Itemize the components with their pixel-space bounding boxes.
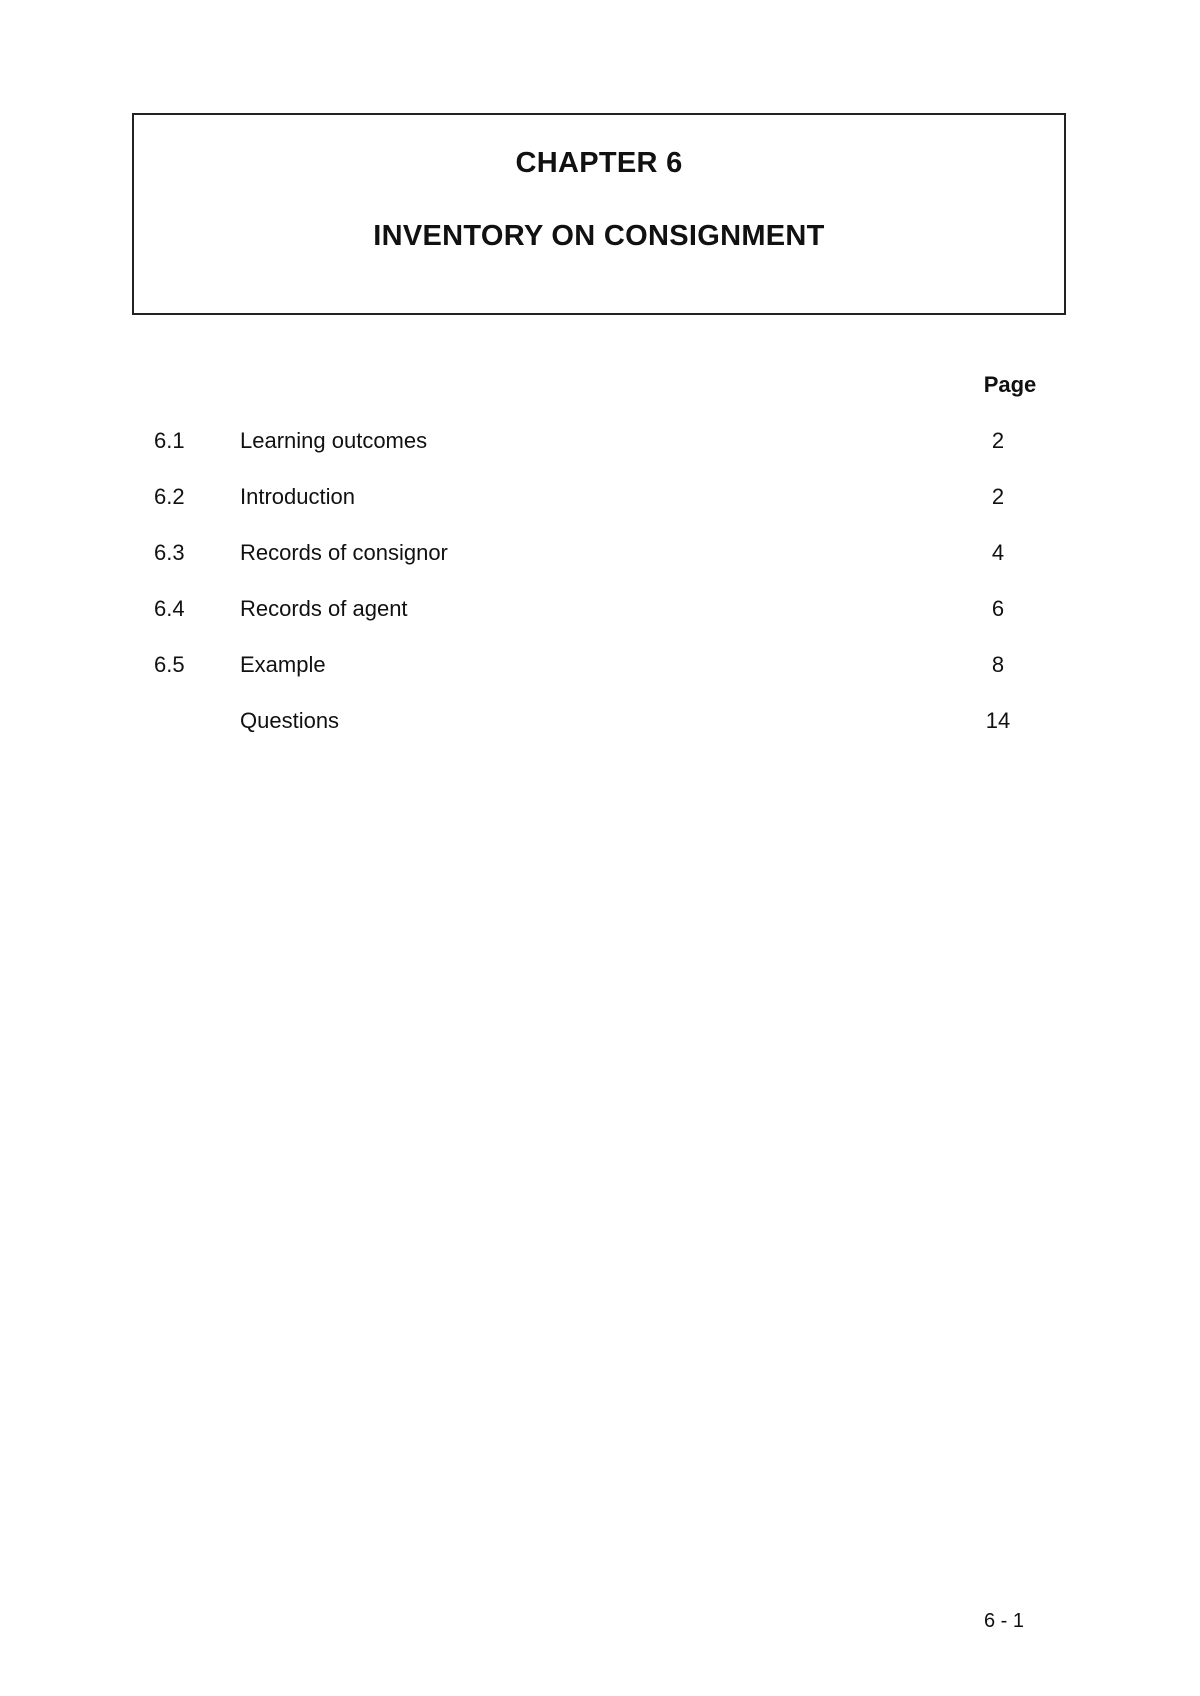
toc-entry-label: Questions xyxy=(240,708,340,733)
toc-entry-page: 6 xyxy=(991,596,1005,621)
toc-entry-page: 2 xyxy=(991,484,1005,509)
toc-entry-number: 6.5 xyxy=(154,652,185,677)
chapter-title-box xyxy=(132,113,1066,315)
footer-page-number: 6 - 1 xyxy=(984,1610,1025,1632)
toc-entry-label: Introduction xyxy=(240,484,355,509)
toc-entry-label: Records of agent xyxy=(240,596,408,621)
toc-page-column-header: Page xyxy=(983,372,1037,397)
chapter-title: INVENTORY ON CONSIGNMENT xyxy=(373,220,825,252)
toc-entry[interactable] xyxy=(0,596,1200,626)
toc-entry-number: 6.3 xyxy=(154,540,185,565)
toc-entry-page: 2 xyxy=(991,428,1005,453)
toc-entry-label: Example xyxy=(240,652,326,677)
toc-entry-label: Records of consignor xyxy=(240,540,448,565)
toc-entry[interactable] xyxy=(0,652,1200,682)
toc-entry-page: 4 xyxy=(991,540,1005,565)
toc-entry[interactable] xyxy=(0,540,1200,570)
toc-entry-page: 14 xyxy=(985,708,1011,733)
chapter-number: CHAPTER 6 xyxy=(515,147,683,179)
toc-entry-number: 6.2 xyxy=(154,484,185,509)
toc-entry-page: 8 xyxy=(991,652,1005,677)
toc-entry[interactable] xyxy=(0,484,1200,514)
toc-entry-number: 6.4 xyxy=(154,596,185,621)
toc-entry-label: Learning outcomes xyxy=(240,428,428,453)
toc-entry-number: 6.1 xyxy=(154,428,185,453)
toc-entry[interactable] xyxy=(0,708,1200,738)
toc-entry[interactable] xyxy=(0,428,1200,458)
